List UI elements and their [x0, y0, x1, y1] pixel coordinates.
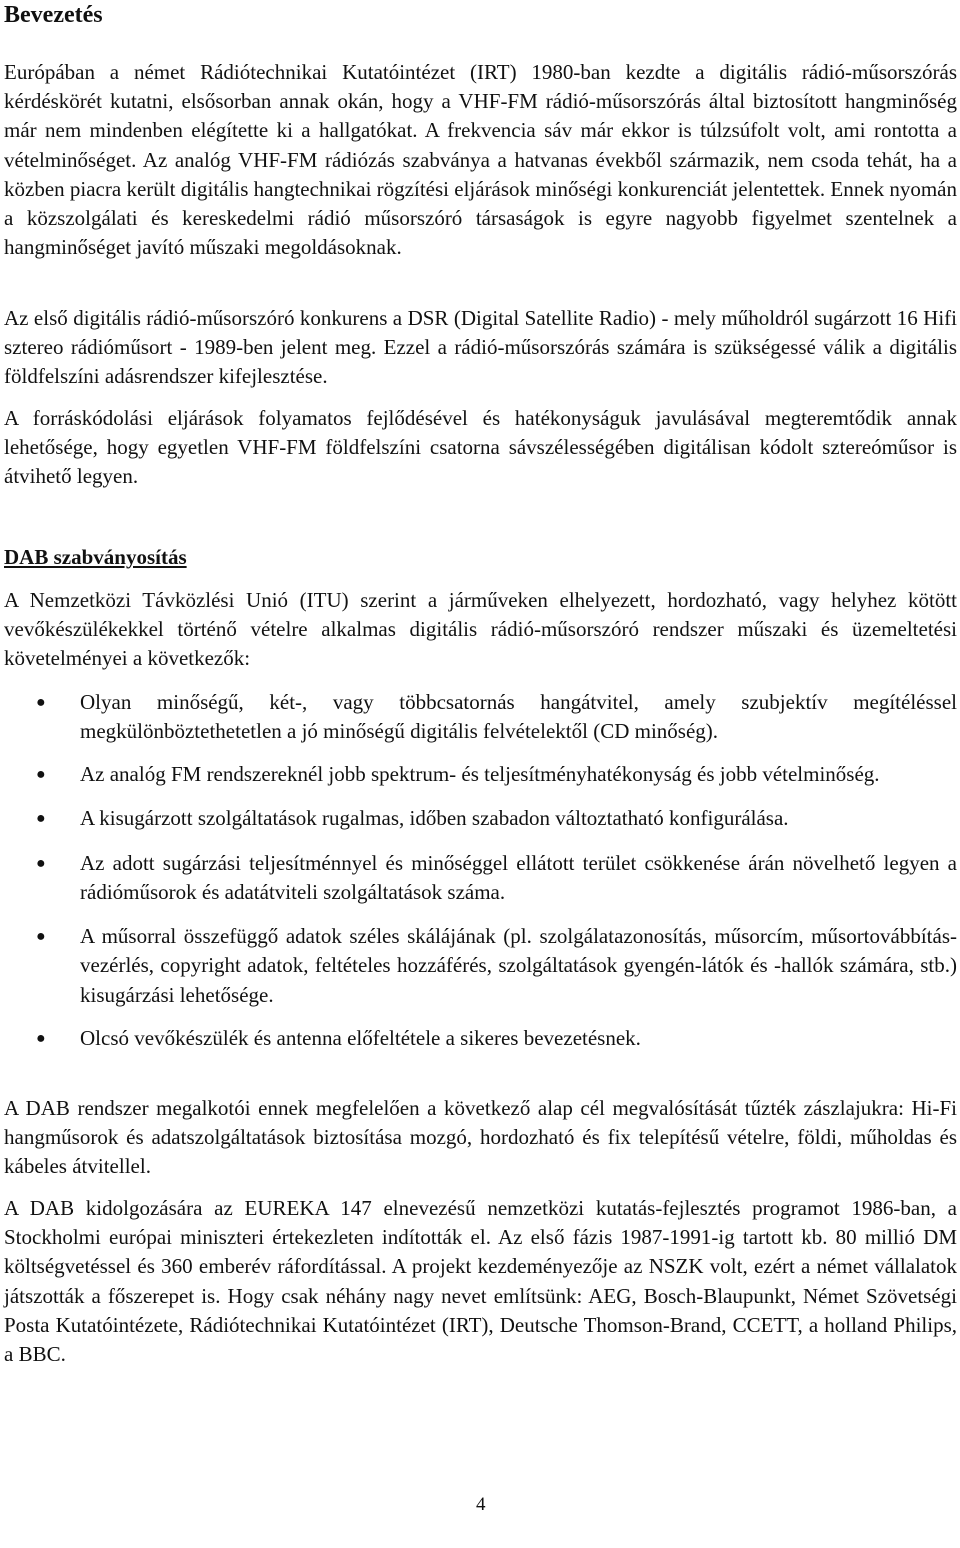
bullet-icon: ●: [36, 854, 46, 872]
intro-paragraph-1: Európában a német Rádiótechnikai Kutatóintézet (IRT) 1980-ban kezdte a digitális rádió-műsorszórás kérdéskörét kutatni, elsősorban annak okán, hogy a VHF-FM rádió-műsorszórás által biztosított hangminőség már nem mindenben elégítette ki a hallgatókat. A frekvencia sáv már ekkor is túlzsúfolt volt, ami rontotta a vételminőséget. Az analóg VHF-FM rádiózás szabványa a hatvanas évekből származik, nem csoda tehát, ha a közben piacra került digitális hangtechnikai rögzítési eljárások minőségi konkurenciát jelentettek. Ennek nyomán a közszolgálati és kereskedelmi rádió műsorszóró társaságok is egyre nagyobb figyelmet szentelnek a hangminőséget javító műszaki megoldásoknak.: [4, 60, 957, 260]
dab-paragraph-2: A DAB rendszer megalkotói ennek megfelelően a következő alap cél megvalósítását tűzték zászlajukra: Hi-Fi hangműsorok és adatszolgáltatások biztosítása mozgó, hordozható és fix telepítésű vételre, földi, műholdas és kábeles átvitellel.: [4, 1096, 957, 1179]
dab-paragraph-3: A DAB kidolgozására az EUREKA 147 elnevezésű nemzetközi kutatás-fejlesztés programot 1986-ban, a Stockholmi európai miniszteri értekezleten indították el. Az első fázis 1987-1991-ig tartott kb. 80 millió DM költségvetéssel és 360 emberév ráfordítással. A projekt kezdeményezője az NSZK volt, ezért a német vállalatok játszották a főszerepet is. Hogy csak néhány nagy nevet említsünk: AEG, Bosch-Blaupunkt, Német Szövetségi Posta Kutatóintézete, Rádiótechnikai Kutatóintézet (IRT), Deutsche Thomson-Brand, CCETT, a holland Philips, a BBC.: [4, 1196, 957, 1367]
section-heading-dab-szabvanyositas: DAB szabványosítás: [4, 545, 187, 569]
list-item: [4, 1024, 957, 1053]
bullet-icon: ●: [36, 928, 46, 946]
list-item: [4, 804, 957, 833]
list-item: [4, 760, 957, 789]
bullet-icon: ●: [36, 694, 46, 711]
list-item: [4, 922, 957, 1010]
list-item-text: Olcsó vevőkészülék és antenna előfeltétele a sikeres bevezetésnek.: [80, 1025, 641, 1050]
dab-intro-paragraph: A Nemzetközi Távközlési Unió (ITU) szerint a járműveken elhelyezett, hordozható, vagy helyhez kötött vevőkészülékekkel történő vételre alkalmas digitális rádió-műsorszóró rendszer műszaki és üzemeltetési követelményei a következők:: [4, 588, 957, 671]
list-item-text: Az analóg FM rendszereknél jobb spektrum- és teljesítményhatékonyság és jobb vételminőség.: [80, 762, 880, 787]
page-number: 4: [476, 1494, 486, 1515]
list-item-text: Az adott sugárzási teljesítménnyel és minőséggel ellátott terület csökkenése árán növelhető legyen a rádióműsorok és adatátviteli szolgáltatások száma.: [80, 850, 957, 905]
bullet-icon: ●: [36, 1029, 46, 1047]
intro-paragraph-3: A forráskódolási eljárások folyamatos fejlődésével és hatékonyságuk javulásával megteremtődik annak lehetősége, hogy egyetlen VHF-FM földfelszíni csatorna sávszélességében digitálisan kódolt sztereóműsor is átvihető legyen.: [4, 406, 957, 489]
list-item: [4, 688, 957, 746]
bullet-icon: ●: [36, 809, 46, 827]
list-item-text: A kisugárzott szolgáltatások rugalmas, időben szabadon változtatható konfigurálása.: [80, 805, 789, 830]
section-heading-bevezetes: Bevezetés: [4, 2, 103, 28]
list-item-text: A műsorral összefüggő adatok széles skálájának (pl. szolgálatazonosítás, műsorcím, műsortovábbítás-vezérlés, copyright adatok, feltételes hozzáférés, szolgáltatások gyengén-látók és -hallók számára, stb.) kisugárzási lehetősége.: [80, 924, 957, 1007]
requirements-list: [4, 688, 957, 1053]
bullet-icon: ●: [36, 766, 46, 784]
list-item-text: Olyan minőségű, két-, vagy többcsatornás hangátvitel, amely szubjektív megítéléssel megkülönböztethetetlen a jó minőségű digitális felvételektől (CD minőség).: [80, 690, 957, 744]
list-item: [4, 849, 957, 907]
intro-paragraph-2: Az első digitális rádió-műsorszóró konkurens a DSR (Digital Satellite Radio) - mely műholdról sugárzott 16 Hifi sztereo rádióműsort - 1989-ben jelent meg. Ezzel a rádió-műsorszórás számára is szükségessé válik a digitális földfelszíni adásrendszer kifejlesztése.: [4, 306, 957, 389]
